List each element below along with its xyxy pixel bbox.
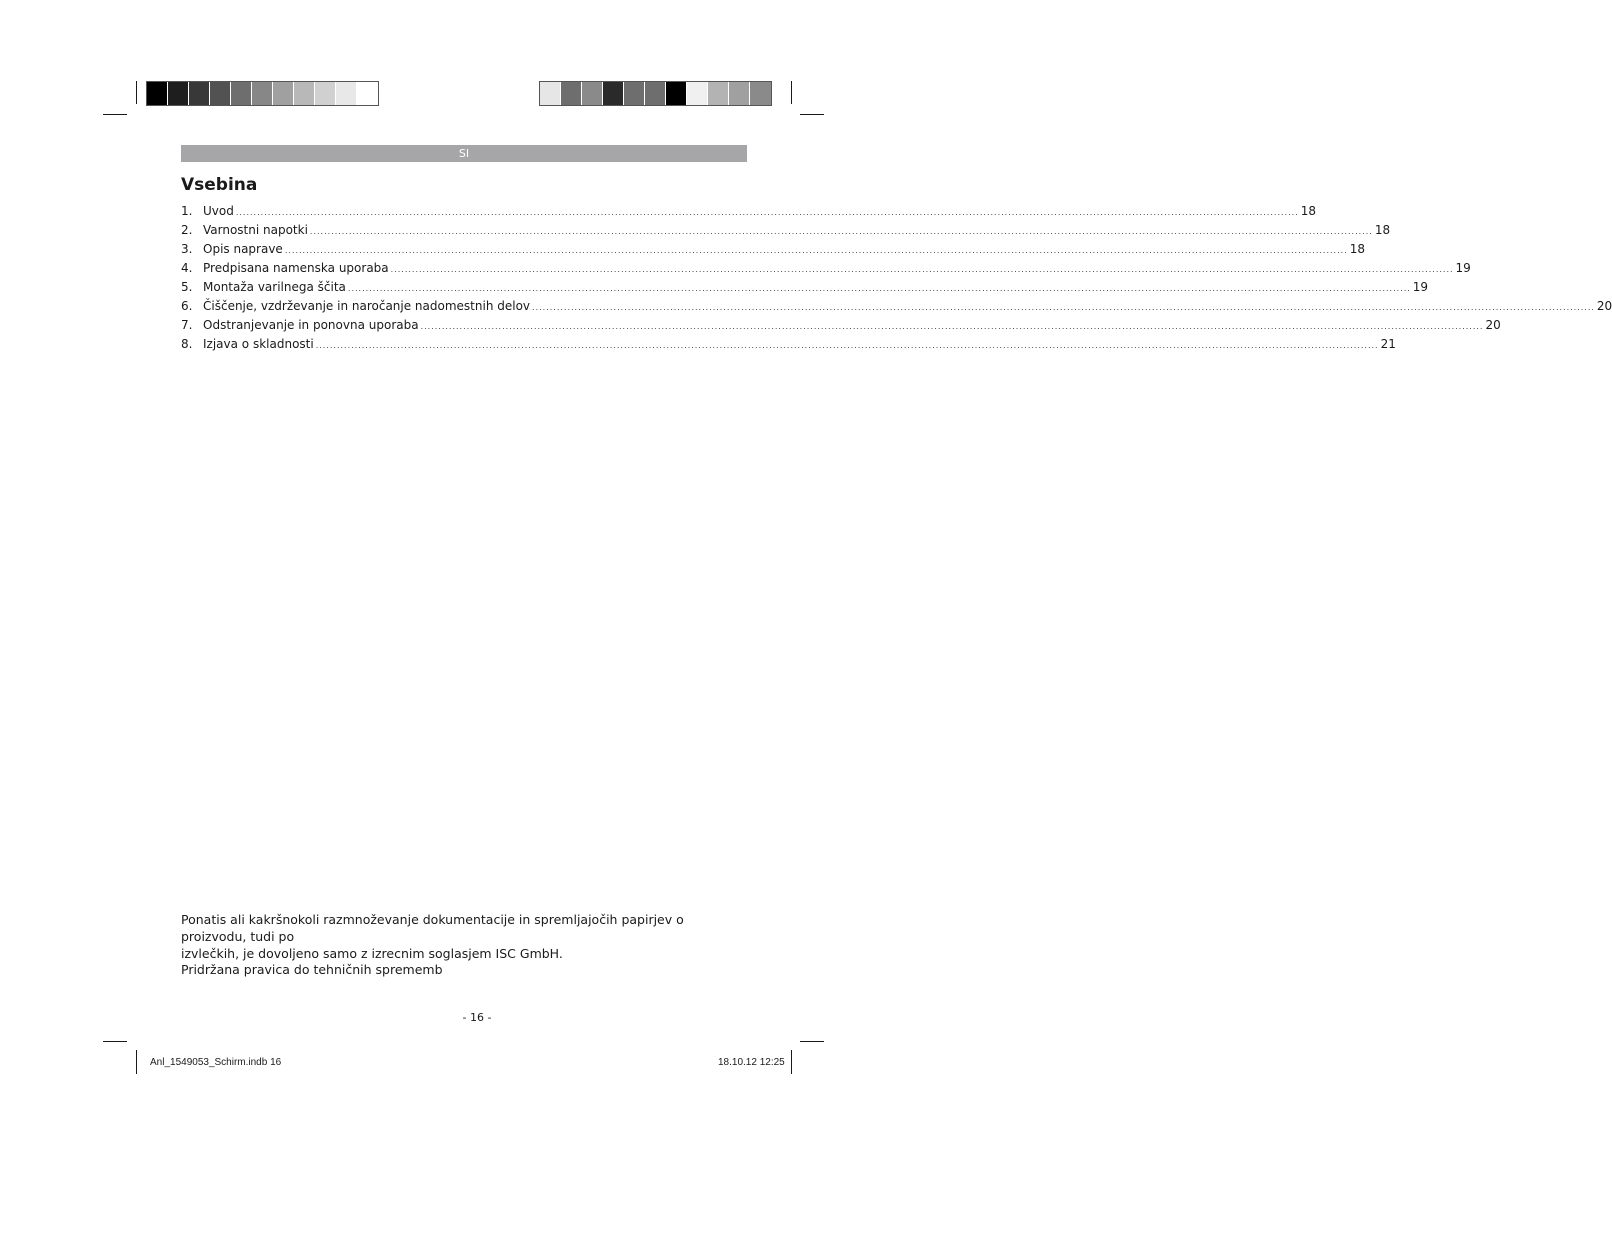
page-number: - 16 - [462,1011,492,1024]
color-swatch [294,82,315,105]
crop-mark [791,81,792,104]
crop-mark [103,114,127,115]
toc-page: 20 [1596,299,1612,313]
toc-number: 3. [181,242,193,256]
color-swatch [687,82,708,105]
toc-number: 7. [181,318,193,332]
color-swatch [252,82,273,105]
toc-number: 5. [181,280,193,294]
toc-number: 6. [181,299,193,313]
toc-page: 18 [1374,223,1391,237]
crop-mark [136,81,137,104]
color-swatch [357,82,378,105]
page-title: Vsebina [181,175,258,195]
color-swatch [540,82,561,105]
toc-page: 21 [1380,337,1396,351]
toc-leader-dots: ............................................................................................................................................................................................................................................................................................................ [309,227,1373,236]
date-slug: 18.10.12 12:25 [718,1057,785,1068]
toc-leader-dots: ............................................................................................................................................................................................................................................................................................................ [420,322,1484,331]
toc-row[interactable] [181,261,1471,280]
color-bar-left [146,81,379,106]
color-swatch [315,82,336,105]
toc-label: Čiščenje, vzdrževanje in naročanje nadomestnih delov [203,299,531,313]
color-swatch [168,82,189,105]
toc-leader-dots: ............................................................................................................................................................................................................................................................................................................ [284,246,1348,255]
toc-row[interactable] [181,204,1317,223]
toc-row[interactable] [181,242,1365,261]
toc-row[interactable] [181,280,1429,299]
color-swatch [603,82,624,105]
color-swatch [624,82,645,105]
toc-label: Odstranjevanje in ponovna uporaba [203,318,419,332]
toc-leader-dots: ............................................................................................................................................................................................................................................................................................................ [315,341,1379,350]
rights-reserved-notice: Pridržana pravica do tehničnih sprememb [181,962,443,977]
toc-row[interactable] [181,299,1612,318]
toc-number: 1. [181,204,193,218]
toc-label: Uvod [203,204,234,218]
copyright-line-2: izvlečkih, je dovoljeno samo z izrecnim soglasjem ISC GmbH. [181,946,563,961]
color-swatch [336,82,357,105]
color-swatch [645,82,666,105]
color-swatch [273,82,294,105]
color-swatch [231,82,252,105]
toc-label: Predpisana namenska uporaba [203,261,389,275]
color-swatch [147,82,168,105]
crop-mark [800,1041,824,1042]
color-swatch [210,82,231,105]
toc-row[interactable] [181,337,1396,356]
toc-label: Izjava o skladnosti [203,337,314,351]
toc-page: 18 [1300,204,1317,218]
table-of-contents [181,204,1612,356]
toc-leader-dots: ............................................................................................................................................................................................................................................................................................................ [390,265,1454,274]
toc-leader-dots: ............................................................................................................................................................................................................................................................................................................ [347,284,1411,293]
file-slug: Anl_1549053_Schirm.indb 16 [150,1057,282,1068]
toc-number: 2. [181,223,193,237]
crop-mark [136,1050,137,1074]
color-swatch [729,82,750,105]
toc-row[interactable] [181,223,1391,242]
toc-page: 18 [1349,242,1365,256]
crop-mark [103,1041,127,1042]
color-swatch [561,82,582,105]
color-swatch [582,82,603,105]
crop-mark [791,1050,792,1074]
toc-label: Varnostni napotki [203,223,308,237]
color-swatch [708,82,729,105]
copyright-notice [181,911,741,962]
toc-number: 8. [181,337,193,351]
toc-number: 4. [181,261,193,275]
toc-label: Montaža varilnega ščita [203,280,346,294]
copyright-line-1: Ponatis ali kakršnokoli razmnoževanje dokumentacije in spremljajočih papirjev o proizvodu, tudi po [181,912,684,944]
color-swatch [666,82,687,105]
toc-leader-dots: ............................................................................................................................................................................................................................................................................................................ [532,303,1595,312]
color-swatch [750,82,771,105]
toc-leader-dots: ............................................................................................................................................................................................................................................................................................................ [235,208,1299,217]
toc-label: Opis naprave [203,242,283,256]
toc-page: 19 [1412,280,1429,294]
crop-mark [800,114,824,115]
color-swatch [189,82,210,105]
toc-page: 20 [1485,318,1501,332]
language-tag: SI [181,145,747,162]
toc-row[interactable] [181,318,1501,337]
toc-page: 19 [1455,261,1471,275]
color-bar-right [539,81,772,106]
